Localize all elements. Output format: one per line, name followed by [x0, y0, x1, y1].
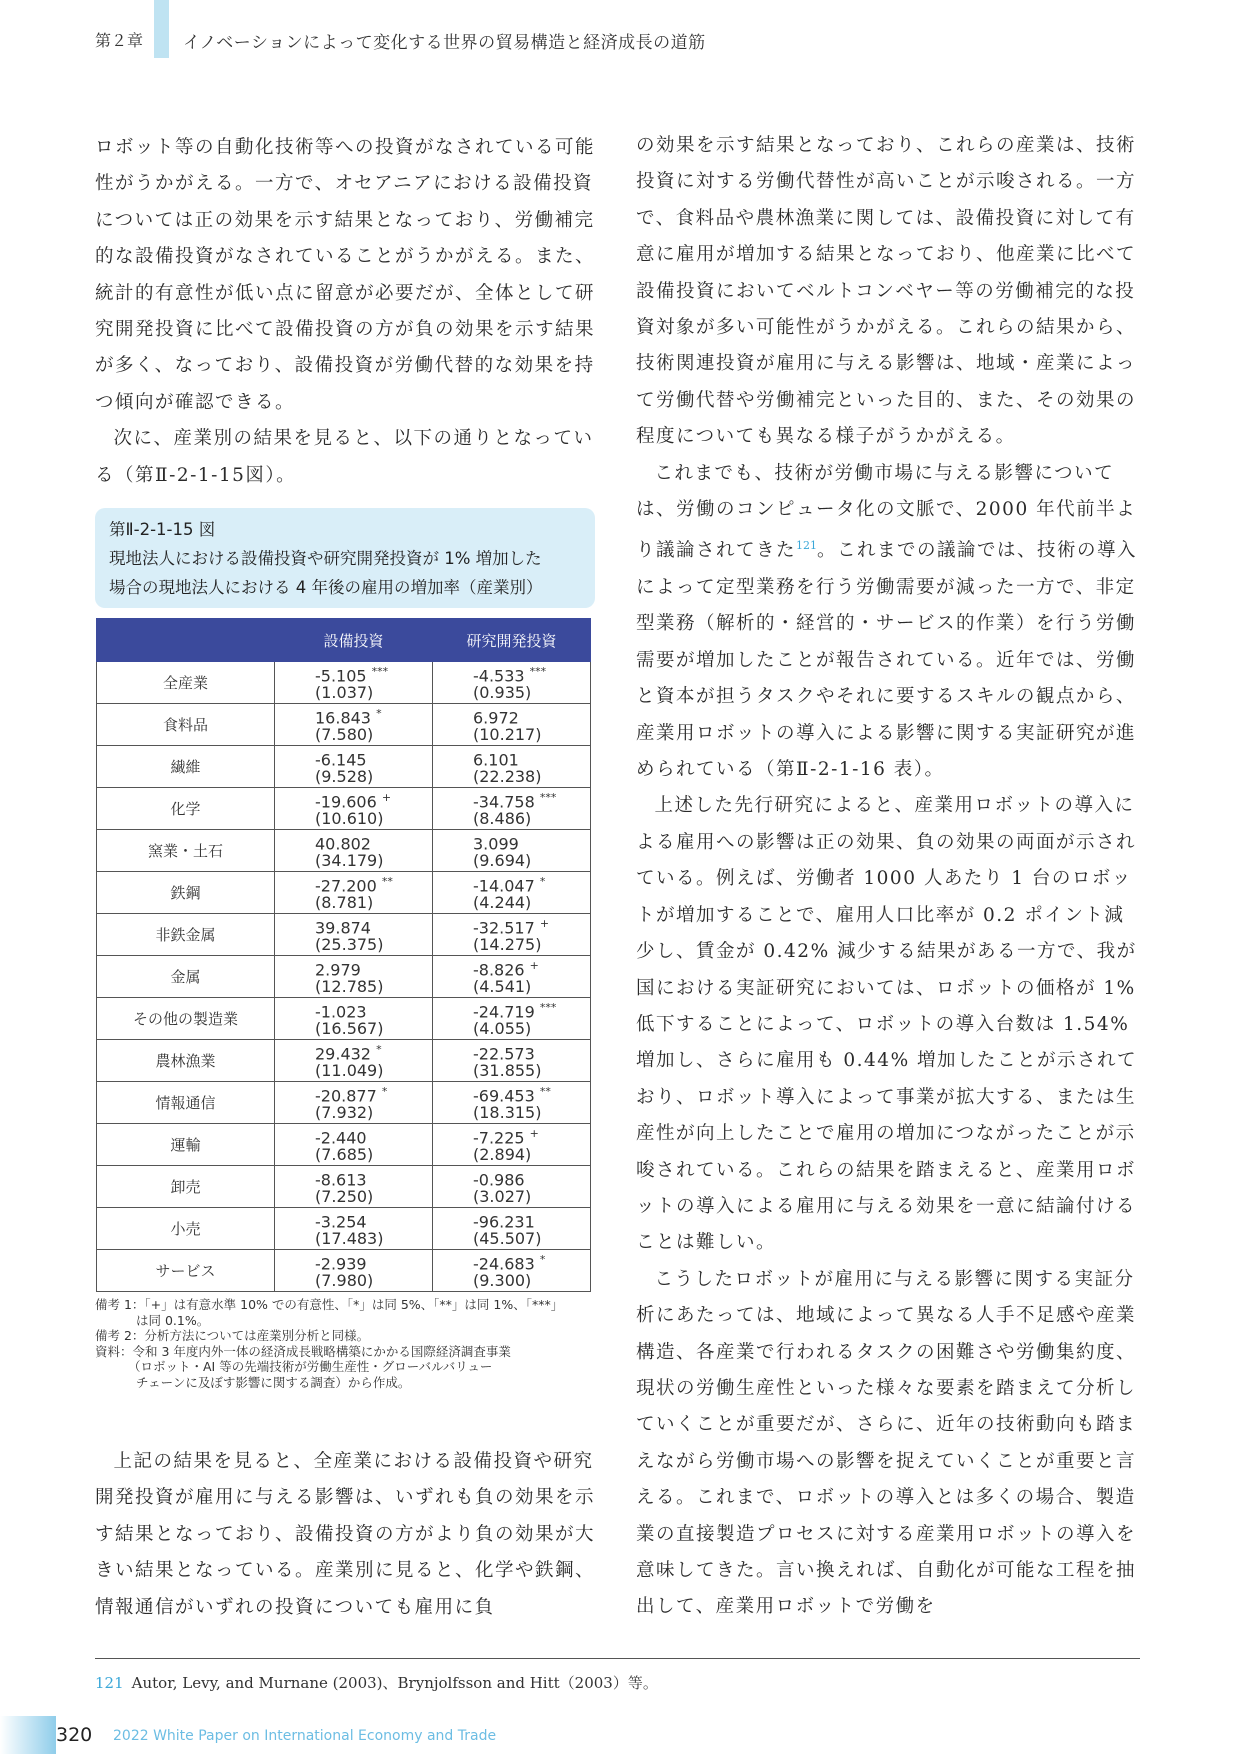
estimate [473, 873, 545, 894]
rnd-cell [433, 998, 591, 1040]
industry-cell: 運輸 [97, 1124, 275, 1166]
estimate-value: -2.939 [315, 1254, 367, 1274]
estimate-value: 29.432 [315, 1044, 371, 1064]
estimate [315, 1083, 387, 1104]
rnd-cell [433, 956, 591, 998]
significance-mark: *** [539, 1000, 557, 1014]
capex-cell [275, 998, 433, 1040]
estimate-value: -7.225 [473, 1128, 525, 1148]
standard-error: (7.685) [315, 1145, 374, 1165]
right-column [636, 128, 1141, 1626]
standard-error: (7.980) [315, 1271, 374, 1291]
estimate [315, 1167, 373, 1188]
standard-error: (16.567) [315, 1019, 384, 1039]
estimate [315, 831, 383, 852]
standard-error: (12.785) [315, 977, 384, 997]
footnote-number: 121 [95, 1674, 124, 1692]
estimate [315, 1251, 373, 1272]
estimate [473, 1125, 539, 1146]
paragraph [636, 456, 1141, 789]
source-line: 資料：令和 3 年度内外一体の経済成長戦略構築にかかる国際経済調査事業 [95, 1343, 511, 1359]
estimate-value: -24.683 [473, 1254, 535, 1274]
standard-error: (9.528) [315, 767, 374, 787]
industry-cell: 金属 [97, 956, 275, 998]
significance-mark: *** [539, 790, 557, 804]
paragraph: の効果を示す結果となっており、これらの産業は、技術投資に対する労働代替性が高いことが示唆される。一方で、食料品や農林漁業に関しては、設備投資に対して有意に雇用が増加する結果となっており、他産業に比べて設備投資においてベルトコンベヤー等の労働補完的な投資対象が多い可能性がうかがえる。これらの結果から、技術関連投資が雇用に与える影響は、地域・産業によって労働代替や労働補完といった目的、また、その効果の程度についても異なる様子がうかがえる。 [636, 135, 1137, 448]
table-row [97, 872, 591, 914]
standard-error: (8.781) [315, 893, 374, 913]
significance-mark: * [381, 1084, 388, 1098]
paragraph: 次に、産業別の結果を見ると、以下の通りとなっている（第Ⅱ-2-1-15図）。 [95, 428, 594, 486]
capex-cell [275, 788, 433, 830]
standard-error: (10.610) [315, 809, 384, 829]
estimate-value: 6.101 [473, 750, 519, 770]
rnd-cell [433, 704, 591, 746]
estimate [473, 999, 556, 1020]
estimate [473, 1209, 541, 1230]
estimate-value: -19.606 [315, 792, 377, 812]
rnd-cell [433, 872, 591, 914]
rnd-cell [433, 788, 591, 830]
table-row [97, 746, 591, 788]
left-column [95, 130, 595, 494]
industry-cell: 全産業 [97, 662, 275, 704]
estimate [315, 1125, 373, 1146]
rnd-cell [433, 1166, 591, 1208]
estimate [315, 915, 383, 936]
table-row [97, 788, 591, 830]
table-row [97, 998, 591, 1040]
estimate [315, 747, 373, 768]
estimate [473, 789, 556, 810]
industry-cell: 窯業・土石 [97, 830, 275, 872]
estimate [473, 663, 546, 684]
estimate-value: -24.719 [473, 1002, 535, 1022]
standard-error: (4.541) [473, 977, 532, 997]
rnd-cell [433, 662, 591, 704]
standard-error: (22.238) [473, 767, 542, 787]
capex-cell [275, 1250, 433, 1292]
estimate-value: -34.758 [473, 792, 535, 812]
significance-mark: + [539, 916, 550, 930]
estimate [473, 705, 541, 726]
table-notes [95, 1297, 600, 1390]
source-line: チェーンに及ぼす影響に関する調査）から作成。 [136, 1374, 411, 1390]
capex-cell [275, 1166, 433, 1208]
estimate [315, 789, 391, 810]
paragraph-text: 。これまでの議論では、技術の導入によって定型業務を行う労働需要が減った一方で、非定型業務（解析的・経営的・サービス的作業）を行う労働需要が増加したことが報告されている。近年では、労働と資本が担うタスクやそれに要するスキルの観点から、産業用ロボットの導入による影響に関する実証研究が進められている（第Ⅱ-2-1-16 表）。 [636, 540, 1138, 781]
rnd-cell [433, 1040, 591, 1082]
page-number: 320 [56, 1724, 93, 1746]
standard-error: (11.049) [315, 1061, 384, 1081]
footer-band [0, 1716, 56, 1754]
estimate [473, 747, 541, 768]
capex-cell [275, 830, 433, 872]
standard-error: (3.027) [473, 1187, 532, 1207]
standard-error: (7.580) [315, 725, 374, 745]
estimate-value: -3.254 [315, 1212, 367, 1232]
standard-error: (25.375) [315, 935, 384, 955]
rnd-cell [433, 914, 591, 956]
table-row [97, 1208, 591, 1250]
source-line: （ロボット・AI 等の先端技術が労働生産性・グローバルバリュー [128, 1359, 493, 1374]
estimate [473, 1041, 541, 1062]
table-row [97, 956, 591, 998]
significance-mark: + [529, 958, 539, 972]
standard-error: (18.315) [473, 1103, 542, 1123]
industry-cell: 小売 [97, 1208, 275, 1250]
estimate-value: 2.979 [315, 960, 361, 980]
significance-mark: * [539, 1252, 546, 1266]
note-line: は同 0.1%。 [136, 1312, 210, 1328]
figure-title-line2: 場合の現地法人における 4 年後の雇用の増加率（産業別） [109, 578, 543, 597]
column-header: 設備投資 [275, 619, 433, 662]
paragraph: 上述した先行研究によると、産業用ロボットの導入による雇用への影響は正の効果、負の効果の両面が示されている。例えば、労働者 1000 人あたり 1 台のロボットが増加することで、雇用人口比率が 0.2 ポイント減少し、賃金が 0.42% 減少する結果がある一方で、我が国における実証研究においては、ロボットの価格が 1% 低下することによって、ロボットの導入台数は 1.54% 増加し、さらに雇用も 0.44% 増加したことが示されており、ロボット導入によって事業が拡大する、または生産性が向上したことで雇用の増加につながったことが示唆されている。これらの結果を踏まえると、産業用ロボットの導入による雇用に与える効果を一意に結論付けることは難しい。 [636, 795, 1138, 1254]
rnd-cell [433, 1208, 591, 1250]
industry-cell: その他の製造業 [97, 998, 275, 1040]
paragraph: 上記の結果を見ると、全産業における設備投資や研究開発投資が雇用に与える影響は、いずれも負の効果を示す結果となっており、設備投資の方がより負の効果が大きい結果となっている。産業別に見ると、化学や鉄鋼、情報通信がいずれの投資についても雇用に負 [95, 1451, 596, 1618]
capex-cell [275, 704, 433, 746]
estimate-value: -5.105 [315, 666, 367, 686]
table-row [97, 1250, 591, 1292]
estimate-value: -1.023 [315, 1002, 367, 1022]
table-row [97, 1166, 591, 1208]
capex-cell [275, 1208, 433, 1250]
estimate [315, 1041, 383, 1062]
table-body [97, 662, 591, 1292]
estimate [473, 957, 539, 978]
standard-error: (7.932) [315, 1103, 374, 1123]
estimate-value: 39.874 [315, 918, 371, 938]
note-line: 備考 2：分析方法については産業別分析と同様。 [95, 1328, 370, 1343]
estimate [473, 1083, 551, 1104]
estimate [315, 663, 388, 684]
figure-caption-box [95, 508, 595, 608]
standard-error: (1.037) [315, 683, 374, 703]
footnote-rule [95, 1658, 1140, 1659]
estimate [473, 1251, 545, 1272]
capex-cell [275, 914, 433, 956]
standard-error: (14.275) [473, 935, 542, 955]
industry-cell: 情報通信 [97, 1082, 275, 1124]
industry-cell: 繊維 [97, 746, 275, 788]
standard-error: (31.855) [473, 1061, 542, 1081]
estimate [315, 957, 383, 978]
estimate-value: 40.802 [315, 834, 371, 854]
estimate-value: -32.517 [473, 918, 535, 938]
rnd-cell [433, 830, 591, 872]
capex-cell [275, 956, 433, 998]
table-row [97, 830, 591, 872]
table-row [97, 1082, 591, 1124]
note-line: 備考 1：「+」は有意水準 10% での有意性、「*」は同 5%、「**」は同 1%、「***」 [95, 1297, 564, 1312]
publication-title: 2022 White Paper on International Economy and Trade [113, 1728, 497, 1744]
industry-cell: 食料品 [97, 704, 275, 746]
estimate-value: -27.200 [315, 876, 377, 896]
standard-error: (17.483) [315, 1229, 384, 1249]
left-column-lower [95, 1444, 595, 1626]
significance-mark: * [539, 874, 546, 888]
standard-error: (8.486) [473, 809, 532, 829]
rnd-cell [433, 1082, 591, 1124]
estimate-value: -8.826 [473, 960, 525, 980]
standard-error: (10.217) [473, 725, 542, 745]
chapter-title: イノベーションによって変化する世界の貿易構造と経済成長の道筋 [183, 33, 706, 53]
estimate-value: -6.145 [315, 750, 367, 770]
header-accent-bar [154, 0, 169, 58]
estimate-value: -2.440 [315, 1128, 367, 1148]
estimate-value: 16.843 [315, 708, 371, 728]
estimate-value: 6.972 [473, 708, 519, 728]
significance-mark: ** [539, 1084, 551, 1098]
estimate-value: -69.453 [473, 1086, 535, 1106]
significance-mark: *** [371, 664, 389, 678]
significance-mark: *** [529, 664, 547, 678]
estimate [315, 1209, 383, 1230]
estimate-value: 3.099 [473, 834, 519, 854]
industry-cell: 化学 [97, 788, 275, 830]
column-header [97, 619, 275, 662]
column-header: 研究開発投資 [433, 619, 591, 662]
standard-error: (9.300) [473, 1271, 532, 1291]
standard-error: (4.055) [473, 1019, 532, 1039]
estimate-value: -8.613 [315, 1170, 367, 1190]
table-row [97, 1040, 591, 1082]
estimate-value: -0.986 [473, 1170, 525, 1190]
industry-cell: 非鉄金属 [97, 914, 275, 956]
estimate [315, 705, 382, 726]
capex-cell [275, 746, 433, 788]
figure-number: 第Ⅱ-2-1-15 図 [109, 520, 216, 539]
figure-title-line1: 現地法人における設備投資や研究開発投資が 1% 増加した [109, 549, 542, 568]
estimate [473, 915, 549, 936]
paragraph: ロボット等の自動化技術等への投資がなされている可能性がうかがえる。一方で、オセアニアにおける設備投資については正の効果を示す結果となっており、労働補完的な設備投資がなされていることがうかがえる。また、統計的有意性が低い点に留意が必要だが、全体として研究開発投資に比べて設備投資の方が負の効果を示す結果が多く、なっており、設備投資が労働代替的な効果を持つ傾向が確認できる。 [95, 137, 596, 413]
estimate [473, 831, 531, 852]
table-row [97, 662, 591, 704]
standard-error: (4.244) [473, 893, 532, 913]
estimate-value: -4.533 [473, 666, 525, 686]
industry-cell: 農林漁業 [97, 1040, 275, 1082]
standard-error: (2.894) [473, 1145, 532, 1165]
paragraph-text: これまでも、技術が労働市場に与える影響については、労働のコンピュータ化の文脈で、2000 年代前半より議論されてきた [636, 462, 1137, 562]
capex-cell [275, 1082, 433, 1124]
capex-cell [275, 872, 433, 914]
significance-mark: * [376, 1042, 382, 1056]
standard-error: (9.694) [473, 851, 532, 871]
estimate-value: -14.047 [473, 876, 535, 896]
significance-mark: ** [381, 874, 393, 888]
chapter-label: 第２章 [95, 31, 144, 50]
standard-error: (34.179) [315, 851, 384, 871]
estimate [473, 1167, 531, 1188]
standard-error: (0.935) [473, 683, 532, 703]
significance-mark: + [381, 790, 392, 804]
industry-cell: 卸売 [97, 1166, 275, 1208]
rnd-cell [433, 1250, 591, 1292]
standard-error: (7.250) [315, 1187, 374, 1207]
paragraph: こうしたロボットが雇用に与える影響に関する実証分析にあたっては、地域によって異なる人手不足感や産業構造、各産業で行われるタスクの困難さや労働集約度、現状の労働生産性といった様々な要素を踏まえて分析していくことが重要だが、さらに、近年の技術動向も踏まえながら労働市場への影響を捉えていくことが重要と言える。これまで、ロボットの導入とは多くの場合、製造業の直接製造プロセスに対する産業用ロボットの導入を意味してきた。言い換えれば、自動化が可能な工程を抽出して、産業用ロボットで労働を [636, 1268, 1137, 1618]
capex-cell [275, 1124, 433, 1166]
footnote [95, 1672, 658, 1693]
table-row [97, 1124, 591, 1166]
page-header [0, 0, 1241, 64]
significance-mark: + [529, 1126, 539, 1140]
rnd-cell [433, 1124, 591, 1166]
standard-error: (45.507) [473, 1229, 542, 1249]
estimate-value: -96.231 [473, 1212, 535, 1232]
footnote-text: Autor, Levy, and Murnane (2003)、Brynjolfsson and Hitt（2003）等。 [131, 1674, 658, 1692]
industry-cell: 鉄鋼 [97, 872, 275, 914]
estimate [315, 999, 383, 1020]
table-row [97, 704, 591, 746]
rnd-cell [433, 746, 591, 788]
capex-cell [275, 1040, 433, 1082]
footnote-reference[interactable]: 121 [796, 539, 818, 553]
estimate-value: -22.573 [473, 1044, 535, 1064]
industry-cell: サービス [97, 1250, 275, 1292]
table-row [97, 914, 591, 956]
table-header-row [97, 619, 591, 662]
capex-cell [275, 662, 433, 704]
significance-mark: * [376, 706, 382, 720]
estimate-value: -20.877 [315, 1086, 377, 1106]
estimate [315, 873, 393, 894]
results-table [96, 618, 591, 1292]
